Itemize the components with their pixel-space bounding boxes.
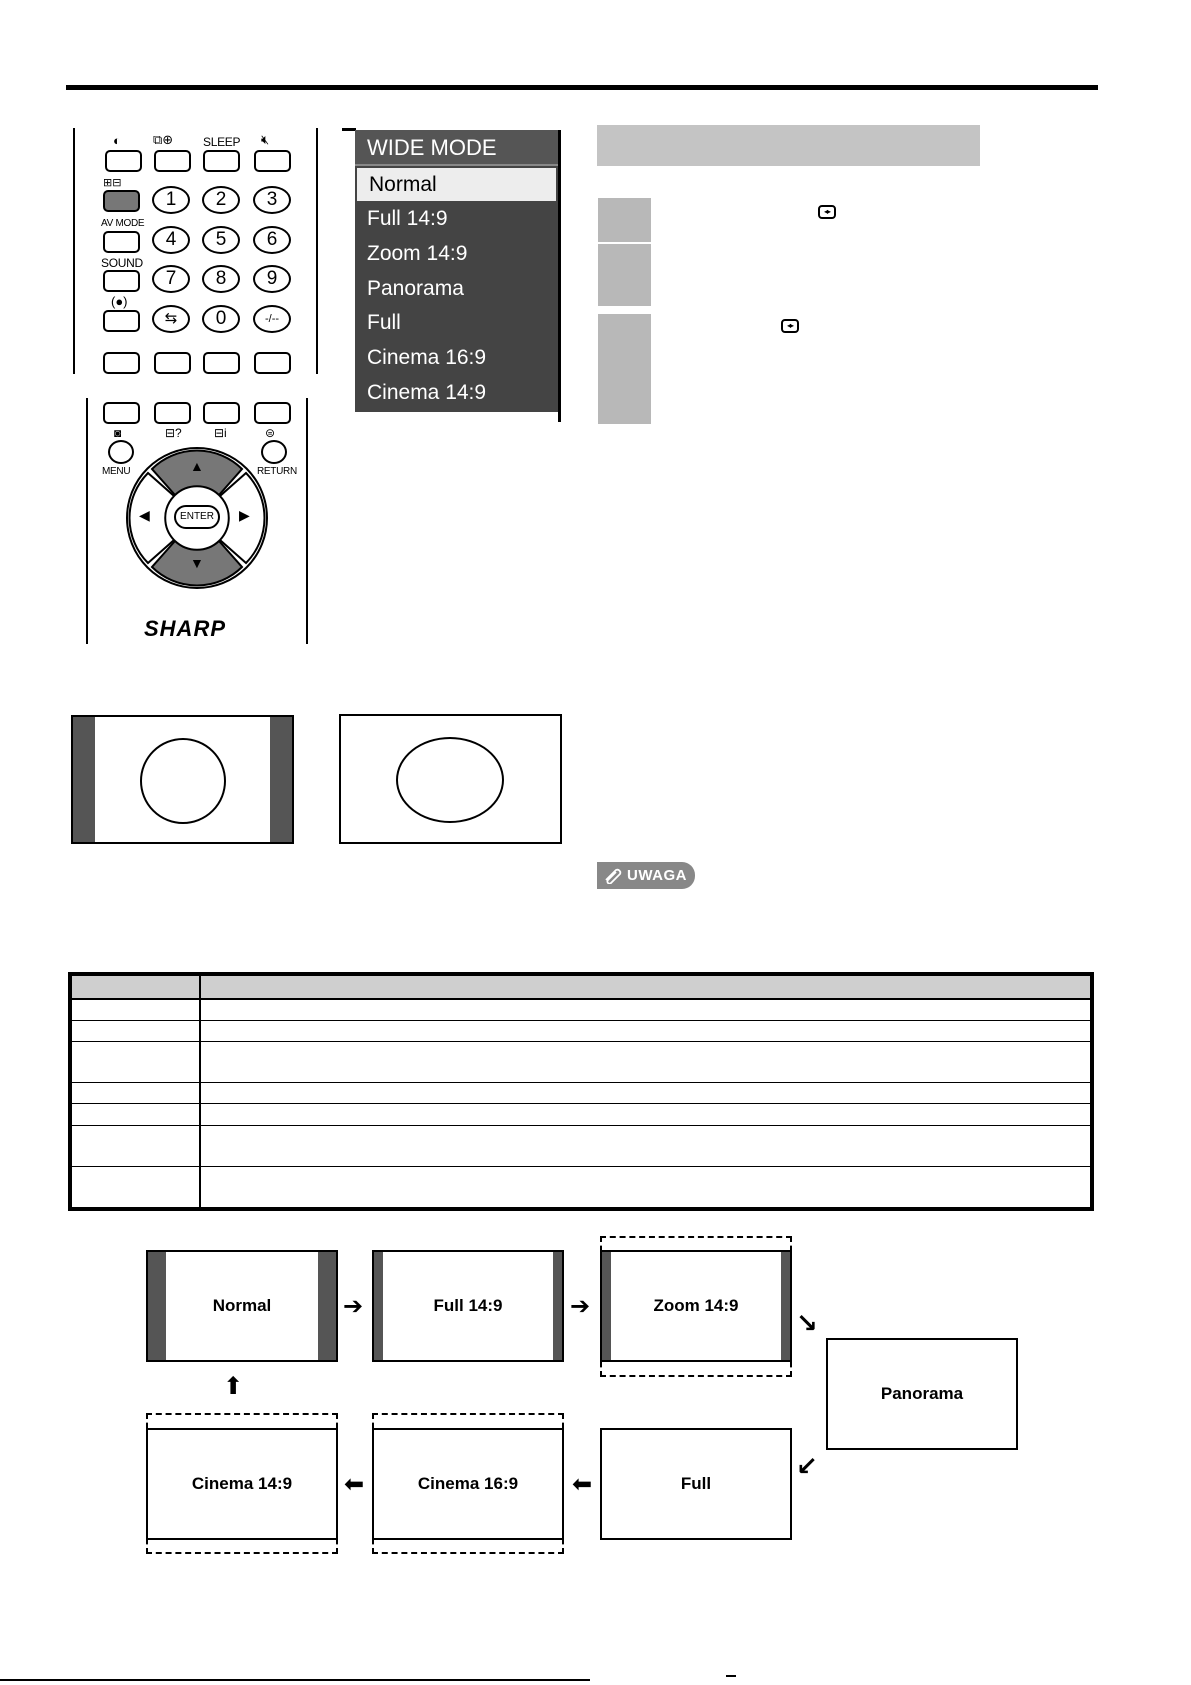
av-mode-button[interactable] — [103, 231, 140, 253]
flow-box-cinema-14-9 — [146, 1428, 338, 1540]
arrow-right-icon: ➔ — [570, 1293, 591, 1320]
table-header — [72, 976, 1090, 1000]
flow-box-panorama — [826, 1338, 1018, 1450]
wide-mode-button[interactable] — [103, 190, 140, 212]
uwaga-label: UWAGA — [627, 867, 687, 884]
digit-8-button[interactable]: 8 — [202, 265, 240, 293]
digit-5-button[interactable]: 5 — [202, 226, 240, 254]
contrast-button[interactable] — [105, 150, 142, 172]
menu-item-normal[interactable]: Normal — [357, 168, 556, 201]
wide-mode-icon: ◂▸ — [818, 205, 836, 219]
arrow-left-icon: ⬅ — [344, 1471, 365, 1498]
picture-in-picture-icon: ⧉⊕ — [153, 132, 174, 147]
reveal-icon: ⊟? — [165, 426, 182, 440]
menu-item-panorama[interactable]: Panorama — [367, 277, 464, 300]
contrast-icon: ◐ — [113, 133, 121, 148]
step-box-1 — [598, 198, 651, 244]
table-row — [72, 1126, 1090, 1167]
wide-mode-table — [68, 972, 1094, 1211]
section-heading-bar — [597, 125, 980, 166]
digit-1-button[interactable]: 1 — [152, 186, 190, 214]
color-button-blue[interactable] — [254, 352, 291, 374]
surround-button[interactable] — [103, 310, 140, 332]
step-box-3 — [598, 314, 651, 424]
color-button-yellow[interactable] — [203, 352, 240, 374]
example-screen-stretched — [339, 714, 562, 844]
teletext-blue-button[interactable] — [254, 402, 291, 424]
surround-icon: (●) — [111, 294, 128, 309]
flow-label-panorama: Panorama — [880, 1384, 964, 1403]
flashback-button[interactable]: ⇆ — [152, 305, 190, 333]
remote-control-upper — [73, 128, 318, 374]
table-row — [72, 1104, 1090, 1126]
enter-button[interactable]: ENTER — [174, 505, 220, 529]
menu-edge — [558, 130, 561, 422]
flow-label-cinema-14-9: Cinema 14:9 — [191, 1474, 293, 1493]
av-mode-label: AV MODE — [101, 218, 145, 229]
step-box-2 — [598, 244, 651, 306]
sleep-label: SLEEP — [203, 135, 241, 149]
sharp-logo: SHARP — [144, 616, 227, 641]
top-rule — [66, 85, 1098, 90]
table-column-separator — [199, 976, 201, 1207]
menu-item-full-14-9[interactable]: Full 14:9 — [367, 207, 448, 230]
sleep-button[interactable] — [203, 150, 240, 172]
bottom-tick — [726, 1675, 736, 1677]
arrow-up-icon: ⬆ — [223, 1373, 244, 1400]
wide-mode-icon: ◂▸ — [781, 319, 799, 333]
return-label: RETURN — [257, 466, 297, 477]
table-row — [72, 1167, 1090, 1207]
color-button-green[interactable] — [154, 352, 191, 374]
menu-corner-tick — [342, 128, 356, 131]
bottom-rule — [0, 1679, 590, 1681]
remote-control-lower — [82, 398, 312, 644]
flow-box-full — [600, 1428, 792, 1540]
digit-7-button[interactable]: 7 — [152, 265, 190, 293]
menu-item-cinema-16-9[interactable]: Cinema 16:9 — [367, 346, 487, 369]
flow-label-full-14-9: Full 14:9 — [433, 1296, 503, 1315]
teletext-green-button[interactable] — [154, 402, 191, 424]
circle-shape — [140, 738, 226, 824]
example-screen-4-3 — [71, 715, 294, 844]
digit-9-button[interactable]: 9 — [253, 265, 291, 293]
flow-box-full-14-9 — [372, 1250, 564, 1362]
mute-icon: 🔇︎ — [261, 132, 270, 147]
table-row — [72, 1000, 1090, 1021]
table-row — [72, 1083, 1090, 1104]
teletext-red-button[interactable] — [103, 402, 140, 424]
wide-mode-icon: ⊞⊟ — [103, 177, 122, 189]
digit-dash-button[interactable]: -/-- — [253, 305, 291, 333]
oval-shape — [396, 737, 504, 823]
wide-mode-menu — [355, 130, 560, 412]
flow-label-full: Full — [680, 1474, 712, 1493]
digit-2-button[interactable]: 2 — [202, 186, 240, 214]
menu-item-full[interactable]: Full — [367, 311, 401, 334]
flow-box-cinema-16-9 — [372, 1428, 564, 1540]
arrow-down-left-icon: ↙ — [796, 1451, 818, 1481]
menu-item-cinema-14-9[interactable]: Cinema 14:9 — [367, 381, 487, 404]
digit-0-button[interactable]: 0 — [202, 305, 240, 333]
wide-mode-menu-title: WIDE MODE — [355, 130, 560, 166]
table-row — [72, 1042, 1090, 1083]
menu-label: MENU — [102, 466, 131, 477]
flow-label-zoom-14-9: Zoom 14:9 — [653, 1296, 739, 1315]
mute-button[interactable] — [254, 150, 291, 172]
table-row — [72, 1021, 1090, 1042]
menu-item-zoom-14-9[interactable]: Zoom 14:9 — [367, 242, 468, 265]
sound-label: SOUND — [101, 256, 143, 270]
flow-label-cinema-16-9: Cinema 16:9 — [417, 1474, 519, 1493]
color-button-red[interactable] — [103, 352, 140, 374]
flow-box-normal — [146, 1250, 338, 1362]
paperclip-icon — [602, 866, 624, 884]
arrow-left-icon: ⬅ — [572, 1471, 593, 1498]
left-arrow-icon[interactable]: ◀ — [139, 507, 150, 523]
digit-3-button[interactable]: 3 — [253, 186, 291, 214]
index-icon: ⊟i — [214, 426, 227, 440]
right-arrow-icon[interactable]: ▶ — [239, 507, 250, 523]
teletext-icon: ⊜ — [265, 426, 276, 440]
down-arrow-icon[interactable]: ▼ — [190, 555, 204, 571]
digit-4-button[interactable]: 4 — [152, 226, 190, 254]
hold-icon: ◙ — [114, 426, 122, 440]
flow-label-normal: Normal — [212, 1296, 272, 1315]
digit-6-button[interactable]: 6 — [253, 226, 291, 254]
teletext-yellow-button[interactable] — [203, 402, 240, 424]
flow-box-zoom-14-9 — [600, 1250, 792, 1362]
pip-button[interactable] — [154, 150, 191, 172]
arrow-right-icon: ➔ — [343, 1293, 364, 1320]
up-arrow-icon[interactable]: ▲ — [190, 458, 204, 474]
sound-button[interactable] — [103, 270, 140, 292]
arrow-down-right-icon: ↘ — [796, 1308, 818, 1338]
